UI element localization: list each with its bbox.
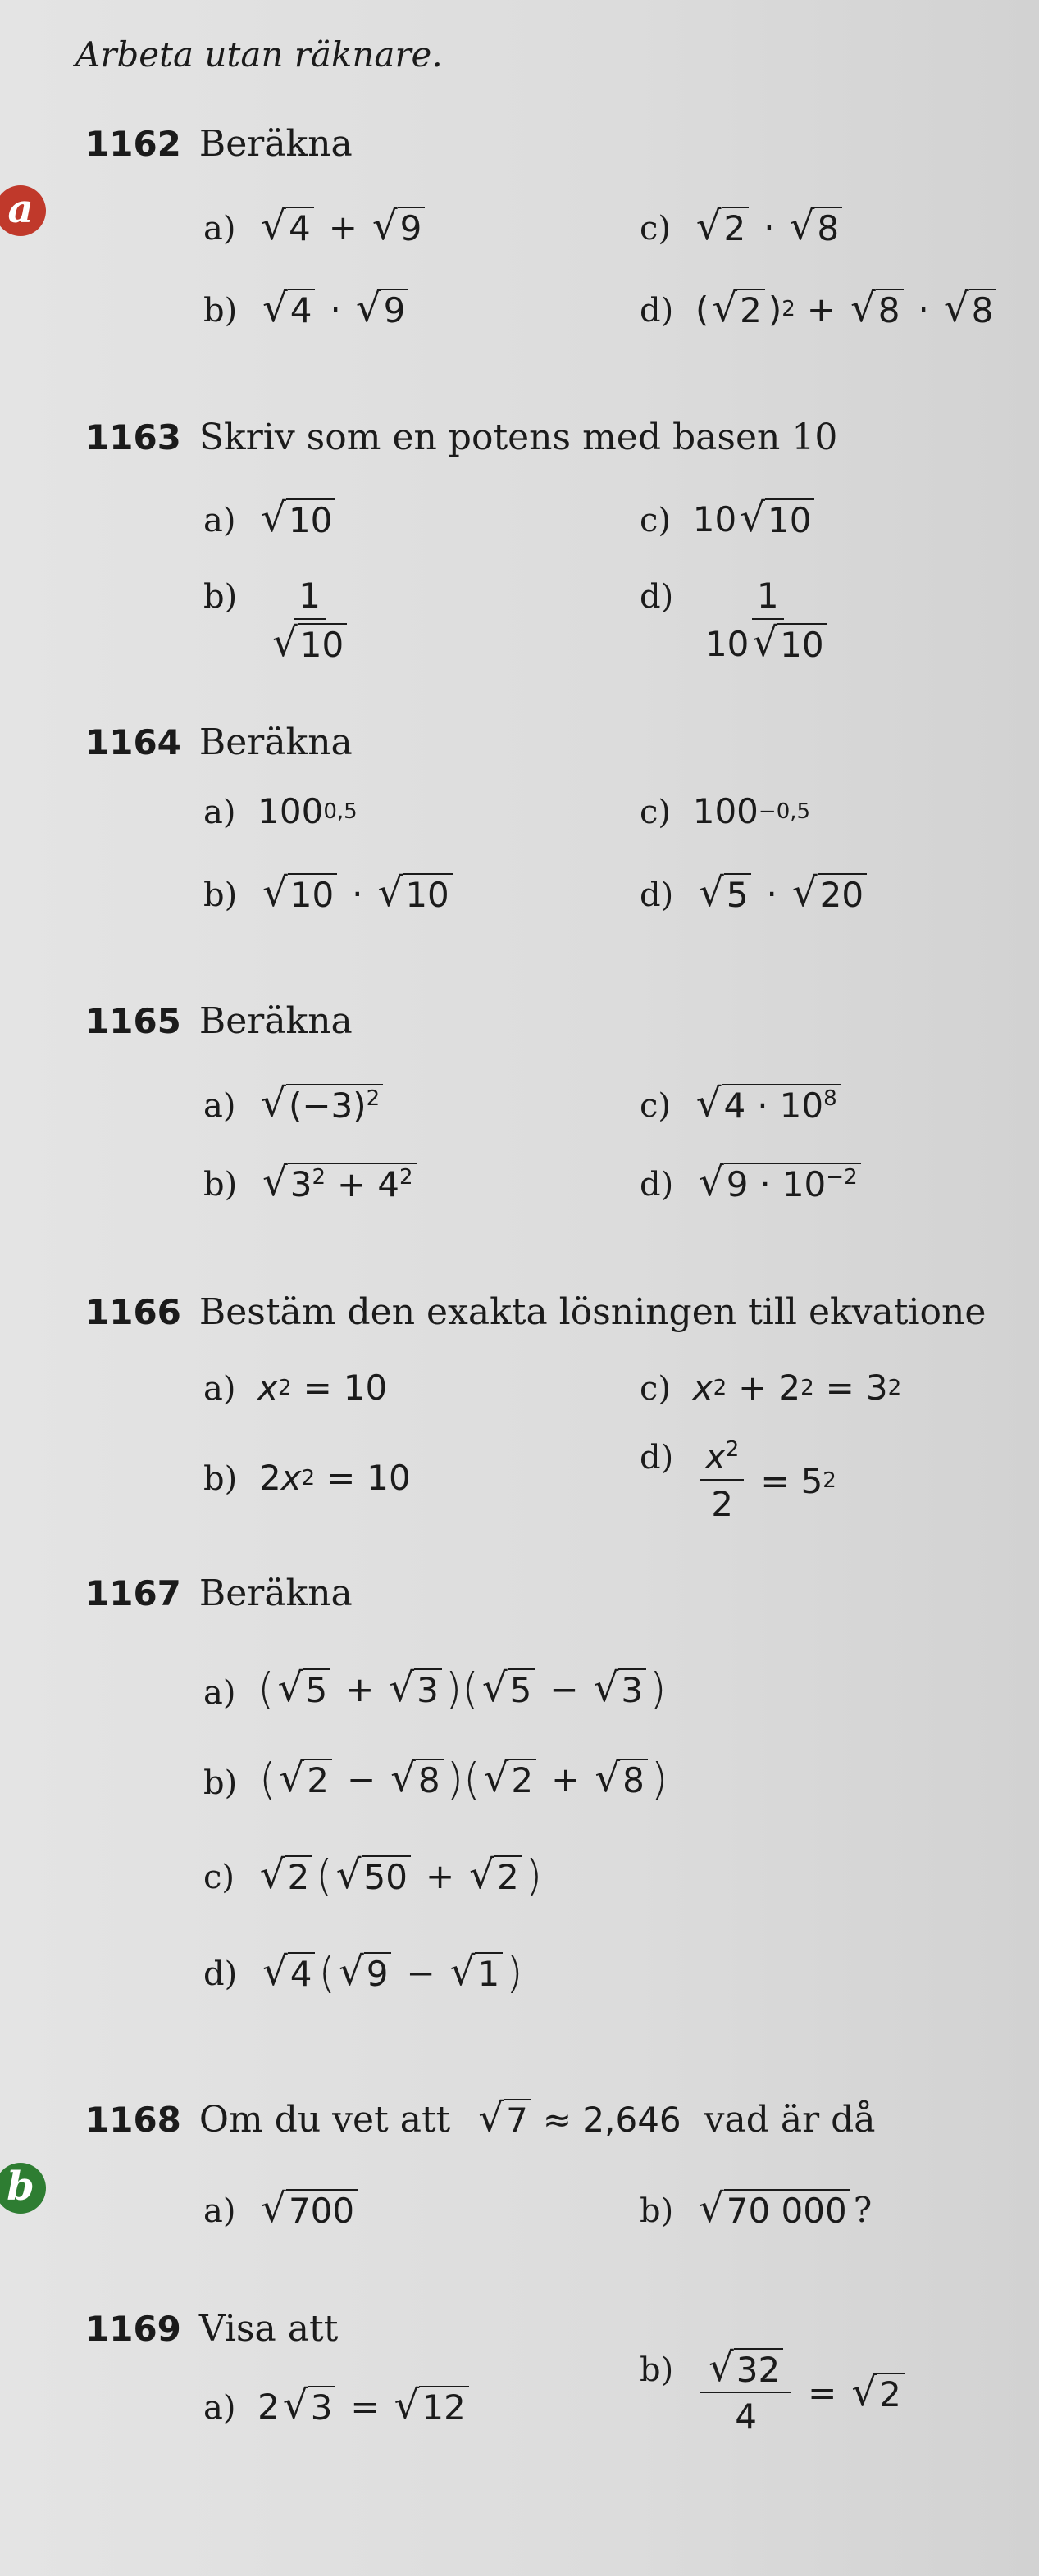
base: 4	[377, 1164, 399, 1204]
radicand: 10	[765, 498, 814, 539]
radicand: 2	[285, 1855, 313, 1896]
base: 100	[692, 791, 759, 831]
sqrt: √ 8	[595, 1759, 648, 1800]
exponent: 2	[312, 1165, 326, 1190]
sqrt: √ 9	[356, 289, 409, 330]
task-number: 1168	[85, 2100, 181, 2140]
item-label: d)	[640, 1166, 674, 1204]
radicand: 5	[724, 873, 752, 914]
sqrt: √ 32	[709, 2348, 783, 2389]
task-1162	[85, 123, 1037, 165]
coefficient: 2	[257, 2386, 280, 2427]
sqrt: √ 4	[261, 207, 314, 248]
sqrt: √ 10	[740, 498, 814, 539]
task-1167-a	[203, 1664, 667, 1714]
fraction	[700, 576, 836, 666]
radicand: 3	[618, 1668, 646, 1709]
expression	[257, 495, 339, 541]
item-label: d)	[640, 876, 674, 914]
sqrt: √ 2	[484, 1759, 537, 1800]
expression: √ 2 · √ 8	[693, 207, 845, 248]
task-title: Beräkna	[198, 1572, 353, 1614]
item-label: b)	[640, 2351, 674, 2389]
task-1168-a	[203, 2186, 361, 2232]
radicand: 20	[818, 873, 867, 914]
expression	[695, 2186, 873, 2232]
factor: 9	[726, 1164, 749, 1204]
sqrt: √ 2	[712, 289, 765, 330]
exponent: 2	[301, 1465, 316, 1491]
radicand: 7	[504, 2099, 531, 2140]
item-label: d)	[640, 291, 674, 330]
task-1164-c	[640, 791, 810, 831]
base: 5	[800, 1460, 823, 1501]
sqrt: √ 4	[262, 289, 316, 330]
variable: x	[692, 1368, 713, 1408]
task-1165-a	[203, 1081, 386, 1126]
expression: √ 5 · √ 20	[695, 873, 870, 914]
exponent: −0,5	[758, 799, 811, 824]
sqrt: √ 8	[390, 1759, 444, 1800]
rhs: 10	[367, 1458, 411, 1498]
sqrt: √ 2	[260, 1855, 313, 1896]
task-1167-d	[203, 1948, 523, 1998]
expression	[475, 2096, 692, 2141]
task-title: Beräkna	[198, 1000, 353, 1042]
item-label: a)	[203, 1674, 236, 1712]
task-1165	[85, 1000, 1037, 1042]
exponent: −2	[826, 1165, 858, 1190]
coefficient: 2	[258, 1458, 281, 1498]
exponent: 2	[800, 1375, 814, 1400]
radicand: 32	[734, 2348, 783, 2389]
item-label: d)	[640, 1439, 674, 1477]
sqrt: √ 8	[850, 289, 904, 330]
expression: 2 x 2 = 10	[258, 1458, 411, 1498]
task-heading	[85, 721, 1037, 763]
numerator: 1	[294, 576, 326, 620]
radicand: 3	[308, 2386, 336, 2427]
radicand: 2	[877, 2373, 905, 2414]
radicand: 4	[288, 289, 316, 330]
task-heading	[85, 416, 1037, 458]
task-1163-c	[640, 495, 818, 541]
expression: x 2 + 2 2 = 3 2	[692, 1368, 902, 1408]
sqrt: √ 5	[699, 873, 752, 914]
coefficient: 10	[704, 624, 750, 665]
sqrt: √ 70 000	[699, 2189, 850, 2230]
base: 3	[865, 1368, 888, 1408]
radicand: 5	[508, 1668, 535, 1709]
task-1167	[85, 1572, 1037, 1614]
radicand: 9	[381, 289, 409, 330]
expression	[693, 1081, 844, 1126]
expression: 2 √ 3 = √ 12	[257, 2386, 472, 2427]
expression	[257, 1081, 386, 1126]
radicand: 10	[288, 873, 337, 914]
radicand: 4	[288, 1952, 316, 1993]
task-1169	[85, 2308, 1037, 2350]
task-1162-b	[203, 285, 412, 331]
item-label: c)	[640, 794, 672, 831]
sqrt: √ $(-3)^2$	[261, 1084, 383, 1125]
task-title: Om du vet att	[198, 2099, 451, 2141]
expression	[257, 2186, 361, 2232]
sqrt: √ 2	[851, 2373, 905, 2414]
task-heading	[85, 1291, 1037, 1333]
task-1163-b	[203, 576, 360, 666]
fraction	[700, 1436, 744, 1526]
expression: x 2 = 10	[257, 1368, 388, 1408]
sqrt: √ 8	[790, 207, 843, 248]
sqrt: √ 10	[261, 498, 335, 539]
task-1164	[85, 721, 1037, 763]
radicand: 8	[416, 1759, 444, 1800]
sqrt: √ 2	[696, 207, 750, 248]
item-label: a)	[203, 210, 236, 248]
task-number: 1169	[85, 2309, 181, 2349]
expression: $\frac{x^2}{2}$ = 5 2	[695, 1436, 836, 1526]
item-label: a)	[203, 2388, 236, 2427]
task-heading	[85, 123, 1037, 165]
task-number: 1163	[85, 417, 181, 457]
item-label: b)	[203, 876, 238, 914]
radicand: 4	[286, 207, 314, 248]
question-mark: ?	[853, 2189, 873, 2230]
item-label: b)	[203, 292, 238, 330]
task-heading	[85, 1572, 1037, 1614]
radicand: 8	[969, 289, 997, 330]
radicand: 2	[722, 207, 750, 248]
task-1164-d	[640, 870, 870, 916]
task-heading	[85, 2096, 1037, 2141]
approximation: ≈ 2,646	[542, 2099, 681, 2140]
task-1165-d	[640, 1159, 864, 1205]
task-1168-b	[640, 2186, 873, 2232]
expression: √ 10 · √ 10	[259, 873, 456, 914]
item-label: b)	[203, 1764, 238, 1802]
expression	[259, 1159, 420, 1205]
sqrt: √ $4 \cdot 10^8$	[696, 1084, 841, 1125]
exponent: 2	[887, 1375, 902, 1400]
expression: ( √ 2 ) 2 + √ 8 · √ 8	[695, 289, 1000, 330]
sqrt: √ 4	[262, 1952, 316, 1993]
radicand: 9	[364, 1952, 392, 1993]
task-1166-c	[640, 1368, 901, 1408]
sqrt: √ 10	[272, 623, 347, 664]
expression	[693, 791, 810, 831]
base: 100	[257, 791, 324, 831]
item-label: c)	[203, 1859, 235, 1897]
radicand: 5	[303, 1668, 330, 1709]
base: 2	[778, 1368, 801, 1408]
exponent: 2	[366, 1086, 381, 1111]
sqrt: √ 1	[450, 1952, 504, 1993]
task-1164-b	[203, 870, 456, 916]
task-1163-a	[203, 495, 339, 541]
radicand: 70 000	[724, 2189, 850, 2230]
task-1168	[85, 2096, 1037, 2141]
radicand: 8	[620, 1759, 648, 1800]
item-label: a)	[203, 794, 236, 831]
intro-text: Arbeta utan räknare.	[75, 34, 443, 75]
radicand: 10	[403, 873, 452, 914]
sqrt: √ 7	[478, 2099, 531, 2140]
item-label: d)	[640, 578, 674, 616]
item-label: b)	[640, 2192, 674, 2230]
variable: x	[704, 1436, 726, 1477]
task-1165-b	[203, 1159, 420, 1205]
task-title: Skriv som en potens med basen 10	[198, 416, 838, 458]
expression: √ 2 ( √ 50 + √ 2 )	[259, 1851, 543, 1901]
task-1162-c	[640, 203, 845, 249]
sqrt: √ 3	[594, 1668, 647, 1709]
task-1166-b	[203, 1458, 411, 1498]
fraction	[700, 2345, 791, 2438]
sqrt: √ 3	[389, 1668, 442, 1709]
sqrt: √ 10	[378, 873, 453, 914]
radicand: 10	[777, 623, 827, 664]
task-number: 1165	[85, 1001, 181, 1041]
item-label: a)	[203, 1370, 236, 1408]
sqrt: √ 50	[336, 1855, 411, 1896]
item-label: b)	[203, 1166, 238, 1204]
exponent: 2	[713, 1375, 727, 1400]
task-1163	[85, 416, 1037, 458]
expression	[257, 791, 358, 831]
task-number: 1166	[85, 1292, 181, 1332]
expression	[692, 495, 818, 541]
item-label: c)	[640, 210, 672, 248]
task-1162-d	[640, 285, 1000, 331]
sqrt: √ 2	[469, 1855, 522, 1896]
item-label: a)	[203, 502, 236, 539]
sqrt: √ 700	[261, 2189, 358, 2230]
item-label: a)	[203, 1087, 236, 1125]
radicand: 9	[398, 207, 426, 248]
task-1169-a	[203, 2383, 472, 2428]
exponent: 2	[725, 1437, 740, 1462]
denominator: 4	[735, 2396, 757, 2437]
sqrt: √ 9	[372, 207, 426, 248]
radicand: 2	[304, 1759, 332, 1800]
task-1166	[85, 1291, 1037, 1333]
variable: x	[257, 1368, 279, 1408]
radicand: 3	[414, 1668, 442, 1709]
expression: √ 32 4 = √ 2	[695, 2348, 908, 2438]
variable: x	[280, 1458, 302, 1498]
expression: ( √ 5 + √ 3 ) ( √ 5 − √ 3 )	[257, 1664, 667, 1714]
sqrt: √ $3^2 + 4^2$	[262, 1163, 417, 1204]
sqrt: √ 8	[944, 289, 997, 330]
rhs: 10	[343, 1368, 388, 1408]
radicand: 2	[737, 289, 765, 330]
task-title: Beräkna	[198, 721, 353, 763]
level-badge-b: b	[0, 2163, 46, 2214]
task-title: Visa att	[198, 2308, 339, 2350]
task-title-suffix: vad är då	[704, 2099, 876, 2141]
expression: ( √ 2 − √ 8 ) ( √ 2 + √ 8 )	[258, 1755, 668, 1805]
radicand: 10	[298, 623, 347, 664]
expression: √ 4 + √ 9	[257, 207, 428, 248]
exponent: 0,5	[323, 799, 358, 824]
exponent: 8	[823, 1086, 837, 1111]
radicand: 700	[286, 2189, 358, 2230]
task-title: Beräkna	[198, 123, 353, 165]
base: 10	[782, 1164, 827, 1204]
exponent: 2	[823, 1468, 836, 1494]
task-1166-a	[203, 1368, 387, 1408]
radicand: 8	[814, 207, 842, 248]
sqrt: √ 10	[262, 873, 337, 914]
exponent: 2	[399, 1165, 413, 1190]
task-1166-d	[640, 1436, 836, 1526]
base: 10	[779, 1085, 824, 1126]
sqrt: √ $9 \cdot 10^{-2}$	[699, 1163, 861, 1204]
sqrt: √ 3	[283, 2386, 336, 2427]
radicand: 1	[475, 1952, 503, 1993]
radicand: 2	[494, 1855, 522, 1896]
item-label: c)	[640, 1370, 672, 1408]
sqrt: √ 5	[482, 1668, 535, 1709]
item-label: d)	[203, 1955, 238, 1994]
item-label: c)	[640, 501, 672, 539]
task-heading	[85, 1000, 1037, 1042]
expression: √ 4 ( √ 9 − √ 1 )	[262, 1948, 523, 1998]
sqrt: √ 5	[278, 1668, 331, 1709]
task-1165-c	[640, 1081, 844, 1126]
task-1169-b	[640, 2345, 908, 2438]
numerator: 1	[752, 576, 784, 620]
sqrt: √ 10	[752, 623, 827, 664]
exponent: 2	[278, 1375, 292, 1400]
task-1163-d	[640, 576, 841, 666]
task-title: Bestäm den exakta lösningen till ekvatione	[198, 1291, 987, 1333]
radicand: 12	[419, 2386, 468, 2427]
task-heading	[85, 2308, 1037, 2350]
sqrt: √ 9	[339, 1952, 392, 1993]
item-label: c)	[640, 1087, 672, 1125]
sqrt: √ 12	[394, 2386, 469, 2427]
expression	[695, 1159, 864, 1205]
item-label: a)	[203, 2192, 236, 2230]
expression	[259, 576, 360, 666]
task-1164-a	[203, 791, 358, 831]
task-1162-a	[203, 203, 428, 249]
fraction	[264, 576, 355, 666]
base: 3	[289, 1164, 312, 1204]
denominator: 2	[711, 1484, 734, 1525]
task-number: 1162	[85, 124, 181, 164]
expression	[695, 576, 841, 666]
sqrt: √ 2	[279, 1759, 332, 1800]
radicand: (−3)	[288, 1085, 367, 1126]
coefficient: 10	[692, 498, 737, 539]
expression: √ 4 · √ 9	[259, 289, 412, 330]
radicand: 10	[286, 498, 335, 539]
radicand: 2	[508, 1759, 536, 1800]
item-label: b)	[203, 578, 238, 616]
task-number: 1164	[85, 722, 181, 762]
item-label: b)	[203, 1460, 238, 1498]
level-badge-a: a	[0, 185, 46, 236]
radicand: 8	[876, 289, 904, 330]
sqrt: √ 20	[792, 873, 867, 914]
task-number: 1167	[85, 1573, 181, 1613]
task-1167-b	[203, 1755, 668, 1805]
task-1167-c	[203, 1851, 542, 1901]
factor: 4	[723, 1085, 746, 1126]
radicand: 50	[362, 1855, 411, 1896]
